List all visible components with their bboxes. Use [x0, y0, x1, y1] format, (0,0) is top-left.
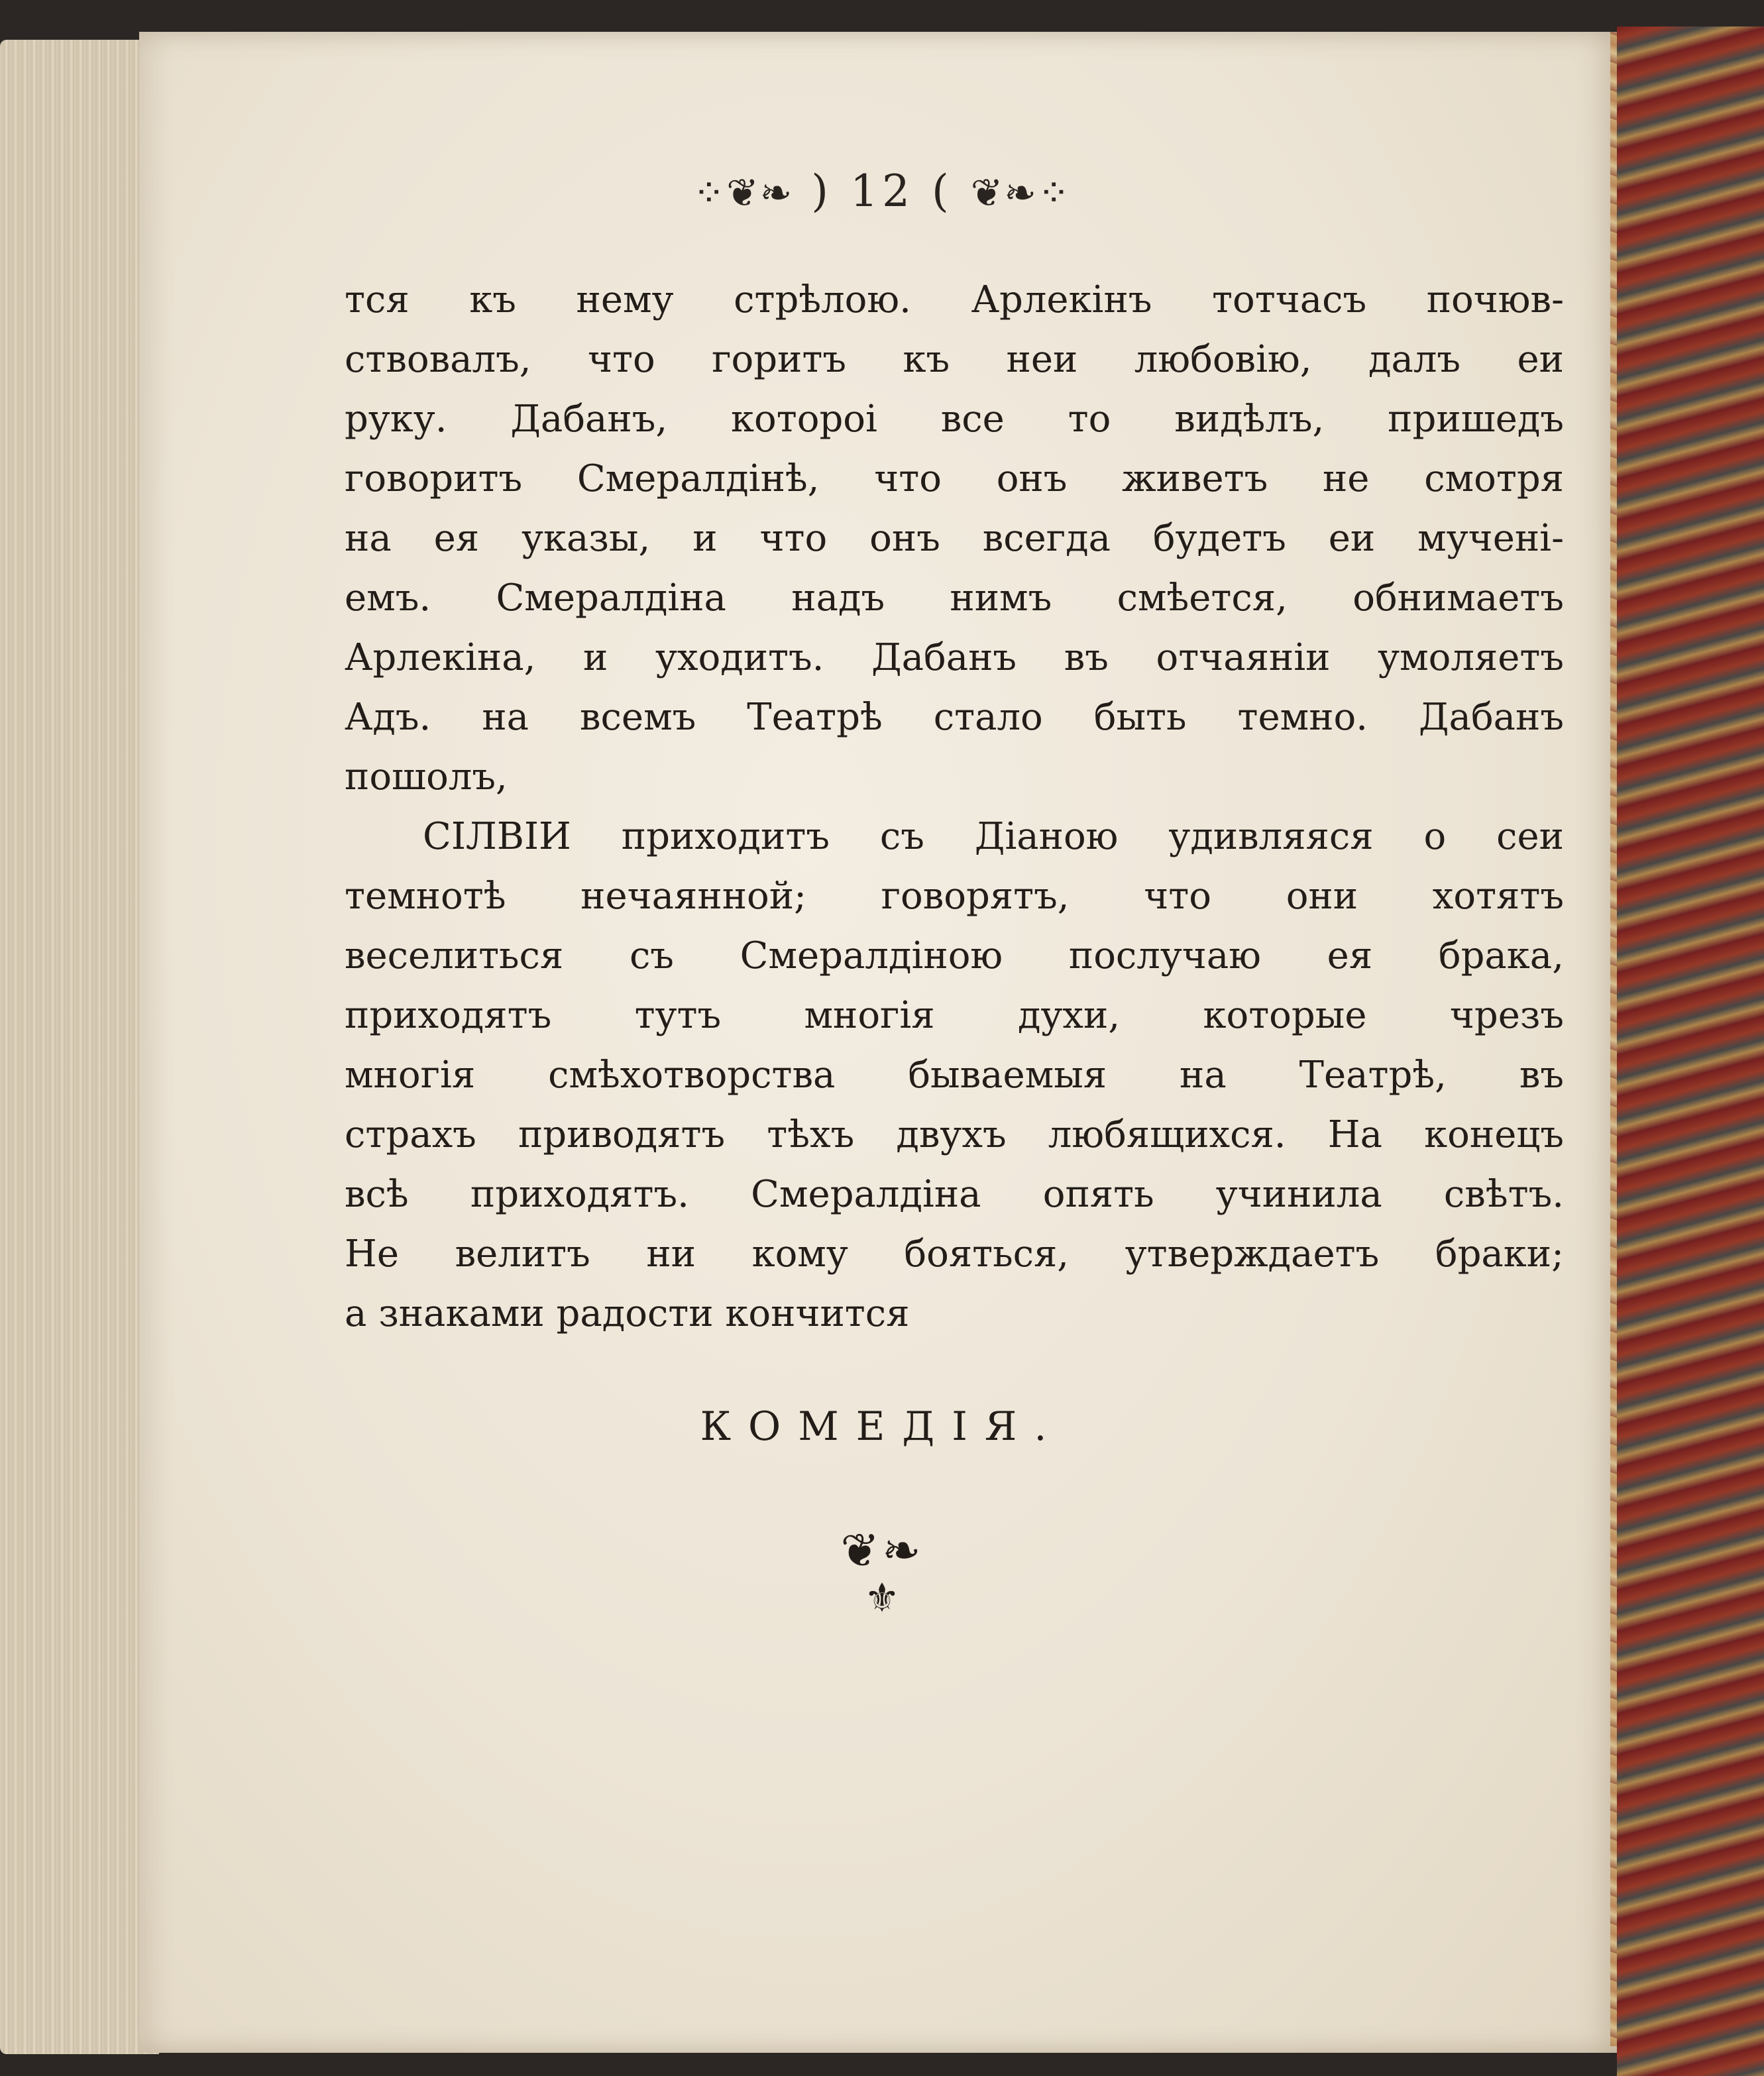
header-left-ornament-icon: ⁘❦❧ — [692, 170, 794, 215]
text-line: Не велитъ ни кому бояться, утверждаетъ браки; — [345, 1232, 1564, 1276]
text-line: а знаками радости кончится — [345, 1292, 910, 1335]
text-line: страхъ приводятъ тѣхъ двухъ любящихся. На конецъ — [345, 1113, 1564, 1156]
running-header — [0, 166, 1764, 217]
text-line: говоритъ Смералдінѣ, что онъ живетъ не смотря — [345, 457, 1564, 500]
text-line: СІЛВІИ приходитъ съ Діаною удивляяся о сеи — [423, 815, 1564, 858]
text-line: Адъ. на всемъ Театрѣ стало быть темно. Дабанъ — [345, 696, 1564, 739]
closing-title: КОМЕДІЯ. — [700, 1403, 1064, 1450]
text-line: емъ. Смералдіна надъ нимъ смѣется, обнимаетъ — [345, 576, 1564, 620]
marbled-binding — [1617, 27, 1764, 2076]
text-line: на ея указы, и что онъ всегда будетъ еи мученi- — [345, 517, 1564, 560]
header-left-paren: ) — [811, 166, 833, 217]
text-line: тся къ нему стрѣлою. Арлекінъ тотчасъ почюв- — [345, 278, 1564, 321]
text-line: пошолъ, — [345, 755, 508, 798]
text-line: Арлекіна, и уходитъ. Дабанъ въ отчаяніи умоляетъ — [345, 636, 1564, 679]
text-line: веселиться съ Смералдіною послучаю ея брака, — [345, 934, 1564, 977]
text-line: руку. Дабанъ, котороi все то видѣлъ, пришедъ — [345, 398, 1564, 441]
tailpiece-top-ornament-icon: ❦❧ — [840, 1523, 924, 1578]
header-right-paren: ( — [931, 166, 953, 217]
tailpiece-fleuron-icon: ⚜ — [864, 1575, 900, 1621]
page-number: 12 — [850, 166, 914, 217]
text-line: всѣ приходятъ. Смералдіна опять учинила свѣтъ. — [345, 1173, 1564, 1216]
page-edges-left — [0, 40, 159, 2054]
text-line: ствовалъ, что горитъ къ неи любовію, далъ еи — [345, 338, 1564, 381]
text-line: приходятъ тутъ многія духи, которые чрезъ — [345, 994, 1564, 1037]
tailpiece-ornament — [0, 1524, 1764, 1619]
header-right-ornament-icon: ❦❧⁘ — [970, 170, 1072, 215]
body-text — [345, 270, 1564, 1344]
text-line: многія смѣхотворства бываемыя на Театрѣ, въ — [345, 1054, 1564, 1097]
text-line: темнотѣ нечаянной; говорятъ, что они хотятъ — [345, 875, 1564, 918]
